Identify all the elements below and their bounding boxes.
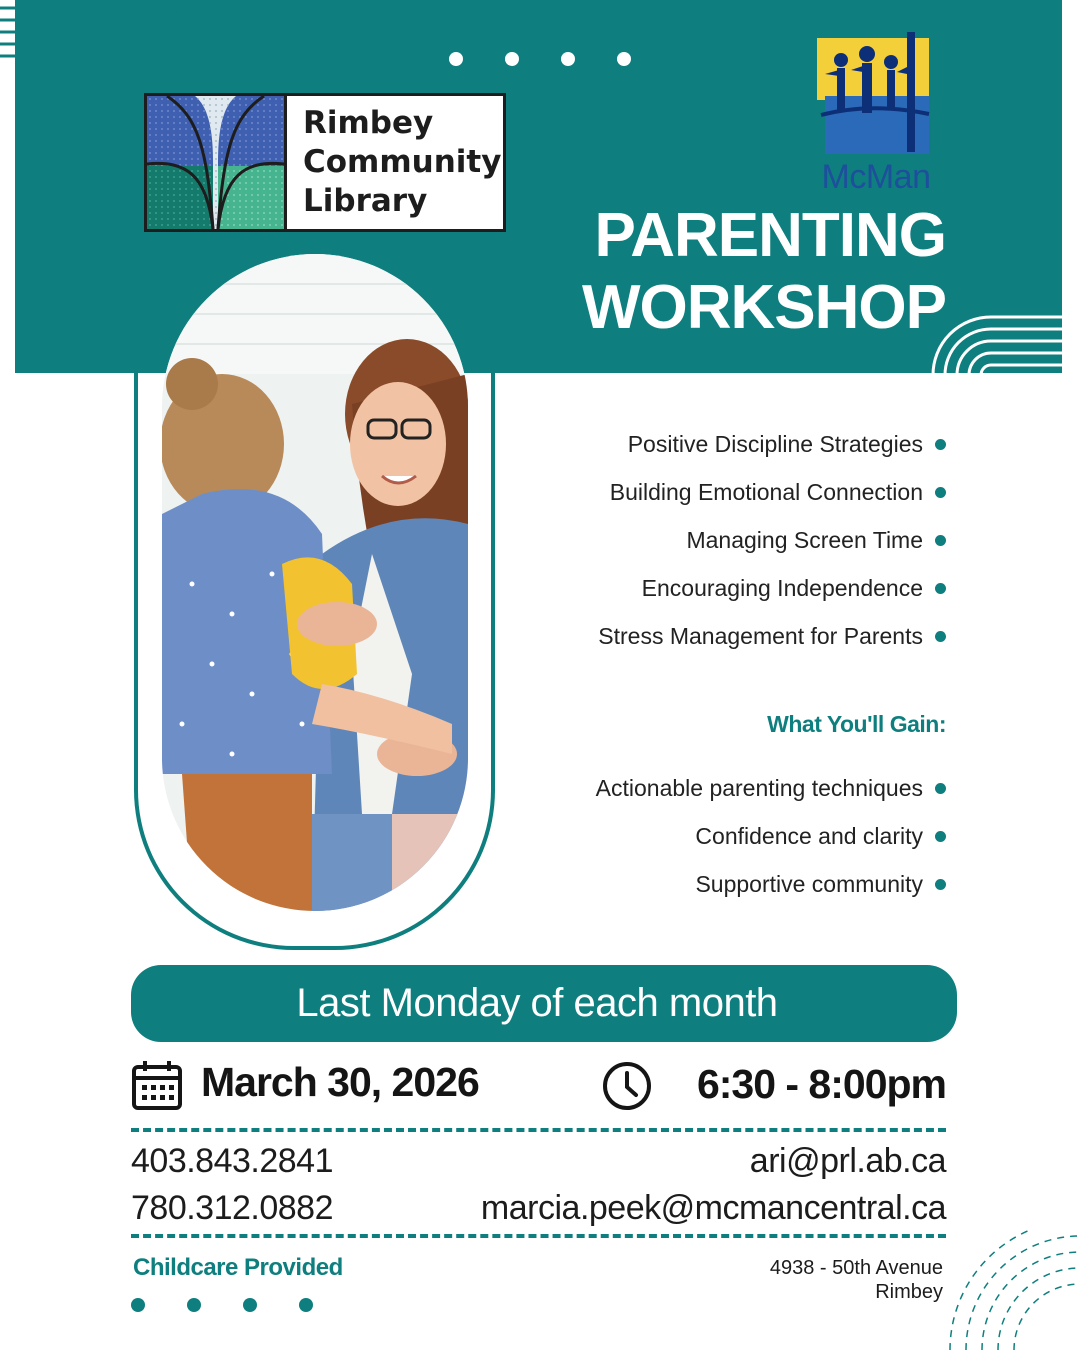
- bullet-dot-icon: [935, 631, 946, 642]
- list-item: [598, 420, 946, 468]
- library-name-line1: Rimbey: [303, 105, 434, 141]
- topic-text: Building Emotional Connection: [609, 478, 923, 505]
- list-item: [596, 812, 946, 860]
- bullet-dot-icon: [935, 831, 946, 842]
- title-line2: WORKSHOP: [582, 273, 946, 342]
- address-line2: Rimbey: [875, 1281, 943, 1303]
- calendar-icon: [131, 1059, 183, 1111]
- bullet-dot-icon: [935, 783, 946, 794]
- list-item: [596, 764, 946, 812]
- schedule-banner: [131, 965, 957, 1042]
- topic-text: Managing Screen Time: [686, 526, 923, 553]
- bullet-dot-icon: [935, 439, 946, 450]
- library-name-line2: Community: [303, 144, 502, 180]
- event-time: 6:30 - 8:00pm: [696, 1061, 946, 1107]
- title-line1: PARENTING: [594, 201, 946, 270]
- gain-text: Confidence and clarity: [695, 822, 923, 849]
- list-item: [596, 860, 946, 908]
- childcare-note: Childcare Provided: [133, 1254, 343, 1281]
- address-line1: 4938 - 50th Avenue: [769, 1257, 943, 1279]
- divider: [131, 1234, 946, 1238]
- schedule-text: Last Monday of each month: [296, 981, 778, 1025]
- topics-list: [598, 420, 946, 660]
- bullet-dot-icon: [935, 583, 946, 594]
- venue-address: [770, 1256, 943, 1304]
- gains-list: [596, 764, 946, 908]
- list-item: [598, 564, 946, 612]
- library-name-line3: Library: [303, 183, 428, 219]
- parent-child-photo: [162, 254, 468, 911]
- bullet-dot-icon: [935, 487, 946, 498]
- event-date: March 30, 2026: [201, 1059, 479, 1105]
- list-item: [598, 468, 946, 516]
- clock-icon: [601, 1060, 653, 1112]
- topic-text: Encouraging Independence: [641, 574, 923, 601]
- decorative-dashed-arcs: [940, 1230, 1080, 1350]
- gain-text: Actionable parenting techniques: [595, 774, 923, 801]
- page-title: [560, 200, 946, 344]
- gains-heading: What You'll Gain:: [767, 711, 946, 737]
- bullet-dot-icon: [935, 879, 946, 890]
- phone-number[interactable]: 780.312.0882: [131, 1189, 333, 1227]
- mcman-logo-text: McMan: [821, 158, 931, 196]
- divider: [131, 1128, 946, 1132]
- bullet-dot-icon: [935, 535, 946, 546]
- gain-text: Supportive community: [695, 870, 923, 897]
- library-book-leaf-icon: [147, 96, 287, 229]
- email-address[interactable]: ari@prl.ab.ca: [749, 1142, 946, 1180]
- rimbey-library-logo: [144, 93, 506, 232]
- topic-text: Stress Management for Parents: [598, 622, 923, 649]
- decorative-dots-bottom: [131, 1298, 313, 1312]
- email-address[interactable]: marcia.peek@mcmancentral.ca: [480, 1189, 946, 1227]
- topic-text: Positive Discipline Strategies: [627, 430, 923, 457]
- decorative-arcs-header-right: [925, 310, 1065, 375]
- list-item: [598, 612, 946, 660]
- phone-number[interactable]: 403.843.2841: [131, 1142, 333, 1180]
- decorative-arcs-top-left: [0, 0, 200, 70]
- list-item: [598, 516, 946, 564]
- decorative-dots-top: [449, 52, 631, 66]
- date-time-row: [131, 1057, 946, 1117]
